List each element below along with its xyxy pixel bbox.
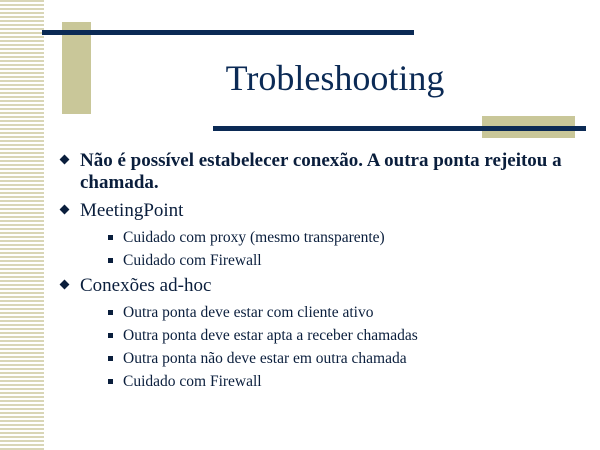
sub-bullet-list	[80, 301, 578, 393]
sub-bullet-item	[80, 324, 578, 347]
sub-bullet-text: Cuidado com Firewall	[123, 252, 262, 269]
bullet-list	[58, 150, 578, 396]
sub-bullet-item	[80, 226, 578, 249]
square-bullet-icon	[108, 356, 113, 361]
diamond-bullet-icon	[60, 155, 70, 165]
bullet-text: Conexões ad-hoc	[80, 275, 212, 296]
sub-bullet-item	[80, 347, 578, 370]
decorative-block-top	[62, 22, 91, 114]
decorative-bar-top	[42, 30, 414, 35]
sub-bullet-text: Cuidado com proxy (mesmo transparente)	[123, 229, 385, 246]
square-bullet-icon	[108, 379, 113, 384]
square-bullet-icon	[108, 258, 113, 263]
bullet-text: Não é possível estabelecer conexão. A outra ponta rejeitou a chamada.	[80, 150, 562, 193]
sub-bullet-list	[80, 226, 578, 272]
bullet-item	[58, 275, 578, 393]
diamond-bullet-icon	[60, 280, 70, 290]
square-bullet-icon	[108, 333, 113, 338]
decorative-stripes	[0, 0, 44, 450]
bullet-item	[58, 150, 578, 194]
sub-bullet-text: Cuidado com Firewall	[123, 373, 262, 390]
slide-title: Trobleshooting	[225, 58, 445, 98]
square-bullet-icon	[108, 310, 113, 315]
sub-bullet-item	[80, 249, 578, 272]
sub-bullet-item	[80, 370, 578, 393]
square-bullet-icon	[108, 235, 113, 240]
decorative-bar-bottom	[213, 126, 586, 131]
bullet-item	[58, 200, 578, 272]
sub-bullet-item	[80, 301, 578, 324]
diamond-bullet-icon	[60, 205, 70, 215]
sub-bullet-text: Outra ponta não deve estar em outra chamada	[123, 350, 407, 367]
sub-bullet-text: Outra ponta deve estar apta a receber chamadas	[123, 327, 418, 344]
bullet-text: MeetingPoint	[80, 200, 184, 221]
sub-bullet-text: Outra ponta deve estar com cliente ativo	[123, 304, 374, 321]
